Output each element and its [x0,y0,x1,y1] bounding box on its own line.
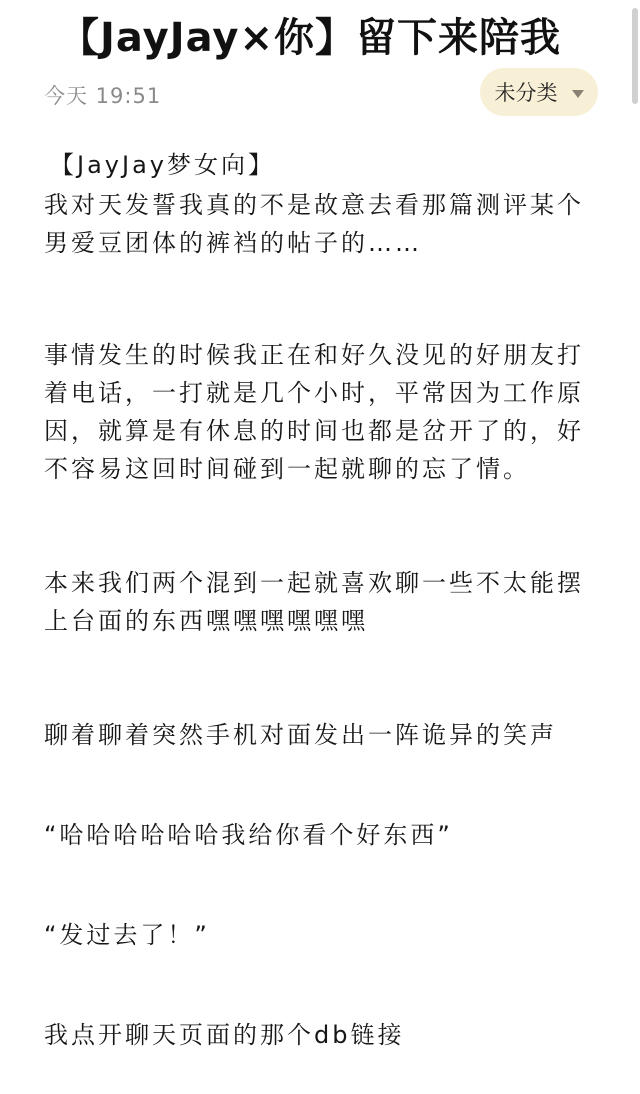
paragraph-6: “发过去了！” [44,921,210,949]
note-body[interactable] [44,146,604,1054]
paragraph-5: “哈哈哈哈哈哈我给你看个好东西” [44,821,453,849]
paragraph-1: 我对天发誓我真的不是故意去看那篇测评某个男爱豆团体的裤裆的帖子的…… [44,191,584,257]
paragraph-7: 我点开聊天页面的那个db链接 [44,1021,405,1049]
category-selector[interactable] [480,68,598,116]
paragraph-2: 事情发生的时候我正在和好久没见的好朋友打着电话，一打就是几个小时，平常因为工作原因，就算是有休息的时间也都是岔开了的，好不容易这回时间碰到一起就聊的忘了情。 [44,341,584,483]
category-label: 未分类 [494,81,558,105]
paragraph-3: 本来我们两个混到一起就喜欢聊一些不太能摆上台面的东西嘿嘿嘿嘿嘿嘿 [44,569,584,635]
paragraph-tag: 【JayJay梦女向】 [50,151,275,179]
note-timestamp: 今天 19:51 [44,84,162,108]
note-title: 【JayJay×你】留下来陪我 [59,15,561,61]
scrollbar[interactable] [632,8,638,104]
caret-down-icon [572,90,584,98]
paragraph-4: 聊着聊着突然手机对面发出一阵诡异的笑声 [44,721,557,749]
